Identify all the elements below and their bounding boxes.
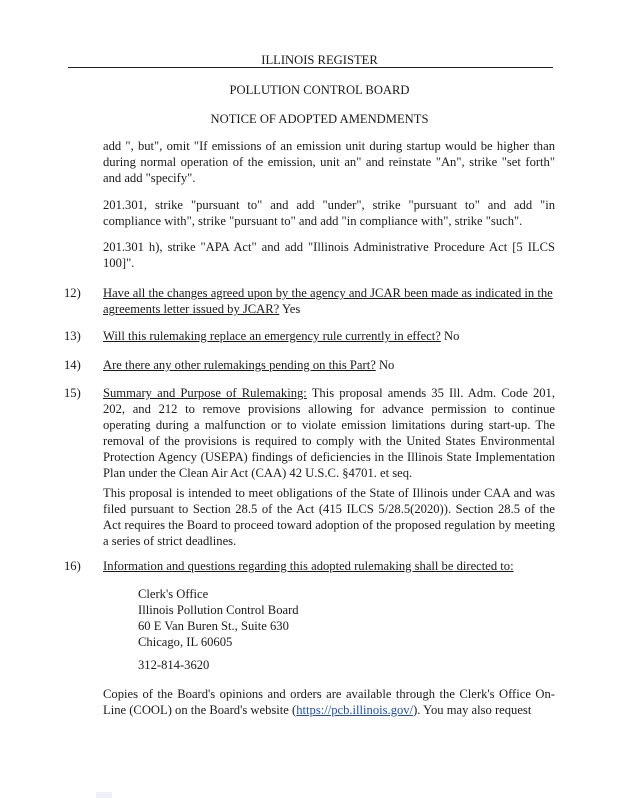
item-number-14: 14)	[64, 358, 81, 372]
notice-title: NOTICE OF ADOPTED AMENDMENTS	[210, 112, 429, 126]
closing-text-start: Copies of the Board's opinions and orders are available through the Clerk's Office On-Line (COOL) on the Board's website (	[103, 687, 555, 717]
item-14	[103, 357, 555, 373]
item-15	[103, 385, 555, 481]
item-15-paragraph-2: This proposal is intended to meet obligations of the State of Illinois under CAA and was filed pursuant to Section 28.5 of the Act (415 ILCS 5/28.5(2020)). Section 28.5 of the Act requires the Board to proceed toward adoption of the proposed regulation by meeting a series of strict deadlines.	[103, 486, 555, 548]
item-13	[103, 328, 555, 344]
agency-name: POLLUTION CONTROL BOARD	[229, 83, 410, 97]
item-13-answer: No	[444, 329, 460, 343]
item-14-answer: No	[378, 358, 395, 372]
contact-office: Clerk's Office	[138, 587, 209, 601]
closing-text-end: ). You may also request	[413, 703, 532, 717]
contact-phone: 312-814-3620	[138, 658, 210, 672]
scan-artifact	[96, 792, 112, 798]
item-number-12: 12)	[64, 286, 81, 300]
board-website-link[interactable]: https://pcb.illinois.gov/	[296, 703, 414, 717]
item-number-16: 16)	[64, 559, 81, 573]
item-number-15: 15)	[64, 386, 81, 400]
item-12-answer: Yes	[281, 302, 301, 316]
item-number-13: 13)	[64, 329, 81, 343]
continuation-paragraph-2: 201.301, strike "pursuant to" and add "under", strike "pursuant to" and add "in compliance with", strike "pursuant to" and add "in compliance with", strike "such".	[103, 198, 555, 228]
item-12	[103, 285, 555, 317]
item-15-text: This proposal amends 35 Ill. Adm. Code 201, 202, and 212 to remove provisions allowing for advance permission to continue operating during a malfunction or to violate emission limitations during start-up. The removal of the provisions is required to comply with the United States Environmental Protection Agency (USEPA) findings of deficiencies in the Illinois State Implementation Plan under the Clean Air Act (CAA) 42 U.S.C. §4701. et seq.	[103, 386, 556, 480]
item-14-question: Are there any other rulemakings pending on this Part?	[103, 358, 376, 372]
item-15-heading: Summary and Purpose of Rulemaking:	[103, 386, 307, 400]
contact-city: Chicago, IL 60605	[138, 635, 233, 649]
item-12-question: Have all the changes agreed upon by the agency and JCAR been made as indicated in the agreements letter issued by JCAR?	[103, 286, 553, 316]
item-13-question: Will this rulemaking replace an emergency rule currently in effect?	[103, 329, 441, 343]
contact-address	[138, 586, 438, 650]
item-16	[103, 558, 555, 574]
continuation-paragraph-3: 201.301 h), strike "APA Act" and add "Illinois Administrative Procedure Act [5 ILCS 100]".	[103, 240, 555, 270]
contact-board: Illinois Pollution Control Board	[138, 603, 299, 617]
continuation-paragraph-1: add ", but", omit "If emissions of an emission unit during startup would be higher than during normal operation of the emission, unit an" and reinstate "An", strike "set forth" and add "specify".	[103, 139, 555, 185]
register-title: ILLINOIS REGISTER	[261, 53, 378, 67]
contact-street: 60 E Van Buren St., Suite 630	[138, 619, 289, 633]
header-rule	[68, 67, 553, 68]
closing-paragraph	[103, 686, 555, 718]
item-16-question: Information and questions regarding this adopted rulemaking shall be directed to:	[103, 559, 514, 573]
